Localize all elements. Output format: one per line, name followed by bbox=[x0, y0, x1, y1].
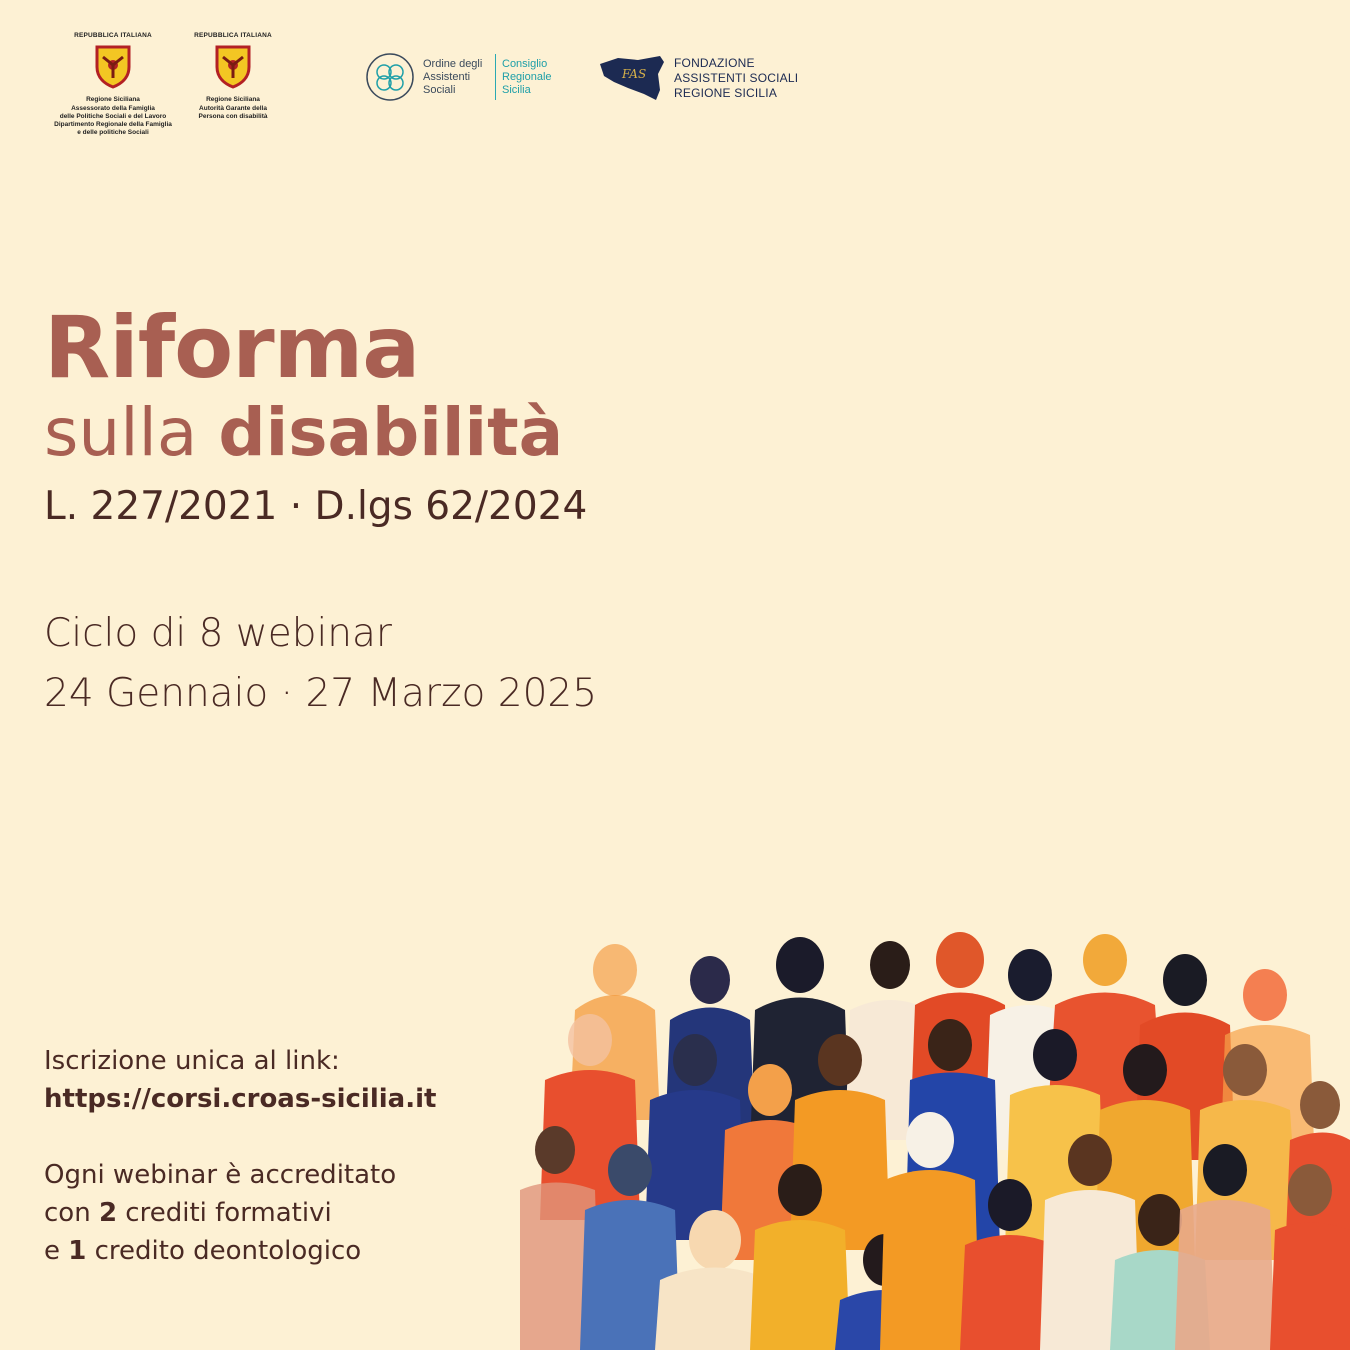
logo-republic-text: REPUBBLICA ITALIANA bbox=[74, 32, 152, 39]
law-reference: L. 227/2021 · D.lgs 62/2024 bbox=[44, 484, 588, 529]
trinacria-shield-icon bbox=[213, 43, 253, 89]
registration-info bbox=[44, 1042, 436, 1118]
ordine-name: Ordine degli Assistenti Sociali bbox=[423, 57, 483, 96]
credits-line-3: e 1 credito deontologico bbox=[44, 1236, 362, 1266]
logo-divider bbox=[495, 54, 496, 100]
ordine-circle-icon bbox=[365, 52, 415, 102]
credits-line-2: con 2 crediti formativi bbox=[44, 1198, 332, 1228]
logo-ordine-assistenti bbox=[365, 52, 552, 102]
logo-dept-text: Assessorato della Famiglia delle Politiche Sociali e del Lavoro Dipartimento Regionale della Famiglia e delle politiche Sociali bbox=[54, 105, 172, 136]
registration-link[interactable]: https://corsi.croas-sicilia.it bbox=[44, 1084, 437, 1114]
page-title bbox=[44, 300, 563, 470]
logo-dept-text: Autorità Garante della Persona con disabilità bbox=[198, 105, 268, 120]
logo-fondazione bbox=[598, 52, 798, 104]
cycle-dates: 24 Gennaio · 27 Marzo 2025 bbox=[44, 671, 598, 716]
cycle-count: Ciclo di 8 webinar bbox=[44, 611, 392, 656]
webinar-cycle bbox=[44, 604, 597, 724]
logo-region-text: Regione Siciliana bbox=[86, 96, 140, 103]
crowd-illustration bbox=[520, 920, 1350, 1350]
credits-line-1: Ogni webinar è accreditato bbox=[44, 1160, 397, 1190]
title-line-1: Riforma bbox=[44, 298, 420, 398]
logo-regione-famiglia bbox=[43, 32, 183, 137]
registration-label: Iscrizione unica al link: bbox=[44, 1046, 340, 1076]
sicily-map-icon bbox=[598, 52, 668, 104]
crowd-front-row bbox=[520, 1112, 1350, 1350]
logo-region-text: Regione Siciliana bbox=[206, 96, 260, 103]
ordine-council: Consiglio Regionale Sicilia bbox=[502, 57, 552, 96]
fondazione-name: FONDAZIONE ASSISTENTI SOCIALI REGIONE SICILIA bbox=[674, 55, 799, 100]
trinacria-shield-icon bbox=[93, 43, 133, 89]
title-line-2: sulla disabilità bbox=[44, 394, 564, 471]
logo-garante-disabilita bbox=[163, 32, 303, 121]
header-logos bbox=[0, 0, 1350, 160]
svg-text:FAS: FAS bbox=[622, 67, 647, 81]
logo-republic-text: REPUBBLICA ITALIANA bbox=[194, 32, 272, 39]
credits-info bbox=[44, 1156, 396, 1270]
